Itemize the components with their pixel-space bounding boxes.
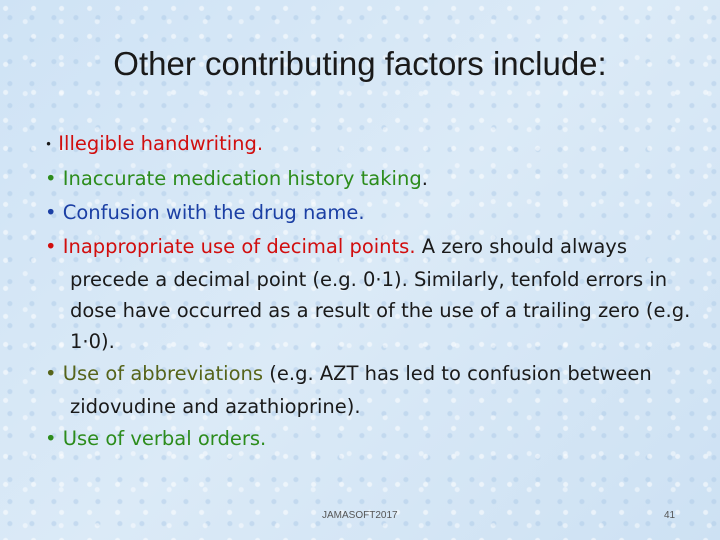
item-continuation: precede a decimal point (e.g. 0·1). Similarly, tenfold errors in [70, 267, 668, 291]
item-text: Confusion with the drug name. [62, 200, 365, 224]
footer-label: JAMASOFT2017 [322, 510, 398, 521]
item-text: Inaccurate medication history taking [62, 166, 422, 190]
list-item [45, 422, 695, 456]
item-continuation: dose have occurred as a result of the use of a trailing zero (e.g. [70, 298, 691, 322]
list-item [45, 230, 695, 357]
item-continuation: 1·0). [70, 329, 115, 353]
bullet-icon: • [45, 361, 57, 385]
page-number: 41 [664, 510, 676, 521]
list-item [45, 357, 695, 422]
bullet-list [45, 127, 695, 456]
list-item [45, 162, 695, 196]
item-text: (e.g. AZT has led to confusion between [263, 361, 652, 385]
bullet-icon: • [45, 426, 57, 450]
item-text: Use of verbal orders. [62, 426, 267, 450]
item-highlight: Use of abbreviations [62, 361, 264, 385]
list-item [45, 196, 695, 230]
list-item [45, 127, 695, 162]
item-continuation: zidovudine and azathioprine). [70, 394, 361, 418]
slide-title: Other contributing factors include: [113, 45, 607, 82]
item-suffix: . [421, 166, 428, 190]
bullet-icon: • [45, 200, 57, 224]
item-highlight: Inappropriate use of decimal points. [62, 234, 416, 258]
bullet-icon: • [45, 234, 57, 258]
bullet-icon: • [45, 166, 57, 190]
item-text: Illegible handwriting. [58, 132, 264, 155]
item-text: A zero should always [415, 234, 627, 258]
bullet-icon: • [45, 137, 53, 152]
